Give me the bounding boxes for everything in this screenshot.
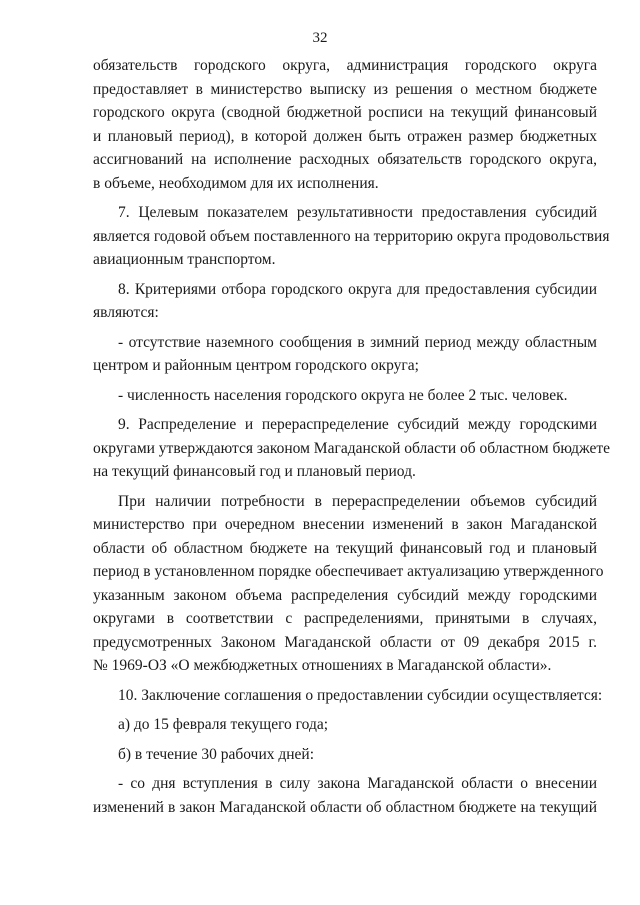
text-line: ассигнований на исполнение расходных обязательств городского округа, bbox=[93, 151, 597, 168]
paragraph-redistribution bbox=[93, 490, 604, 678]
text-line: являются: bbox=[93, 304, 159, 321]
text-line: указанным законом объема распределения субсидий между городскими bbox=[93, 586, 597, 604]
text-line: округами в соответствии с распределениями, принятыми в случаях, bbox=[93, 610, 597, 627]
paragraph-item-10a bbox=[93, 713, 597, 737]
text-line: - со дня вступления в силу закона Магаданской области о внесении bbox=[118, 775, 597, 792]
text-line: б) в течение 30 рабочих дней: bbox=[118, 745, 315, 763]
text-line: области об областном бюджете на текущий финансовый год и плановый bbox=[93, 539, 597, 557]
text-line: округами утверждаются законом Магаданской области об областном бюджете bbox=[93, 439, 611, 457]
text-line: изменений в закон Магаданской области об областном бюджете на текущий bbox=[93, 798, 597, 816]
text-line: предоставляет в министерство выписку из решения о местном бюджете bbox=[93, 80, 597, 98]
text-line: авиационным транспортом. bbox=[93, 251, 276, 268]
text-line: обязательств городского округа, администрация городского округа bbox=[93, 57, 597, 74]
document-body bbox=[93, 54, 611, 819]
paragraph-item-8 bbox=[93, 278, 597, 325]
text-line: городского округа (сводной бюджетной росписи на текущий финансовый bbox=[93, 104, 597, 121]
paragraph-criterion-2 bbox=[93, 384, 597, 408]
text-line: - отсутствие наземного сообщения в зимний период между областным bbox=[118, 333, 597, 351]
paragraph-obligations bbox=[93, 54, 597, 195]
text-line: 7. Целевым показателем результативности предоставления субсидий bbox=[118, 204, 597, 221]
paragraph-criterion-1 bbox=[93, 331, 597, 378]
text-line: 10. Заключение соглашения о предоставлении субсидии осуществляется: bbox=[118, 686, 603, 704]
text-line: - численность населения городского округа не более 2 тыс. человек. bbox=[118, 386, 568, 404]
text-line: № 1969-ОЗ «О межбюджетных отношениях в Магаданской области». bbox=[93, 657, 552, 674]
text-line: период в установленном порядке обеспечивает актуализацию утвержденного bbox=[93, 563, 604, 580]
paragraph-item-10b bbox=[93, 743, 597, 767]
text-line: и плановый период), в которой должен быть отражен размер бюджетных bbox=[93, 127, 597, 145]
paragraph-item-10b-dash bbox=[93, 772, 597, 819]
text-line: центром и районным центром городского округа; bbox=[93, 357, 419, 374]
paragraph-item-7 bbox=[93, 201, 610, 272]
paragraph-item-9 bbox=[93, 413, 611, 484]
text-line: является годовой объем поставленного на территорию округа продовольствия bbox=[93, 227, 610, 245]
text-line: 9. Распределение и перераспределение субсидий между городскими bbox=[118, 416, 597, 433]
text-line: на текущий финансовый год и плановый период. bbox=[93, 463, 416, 480]
text-line: При наличии потребности в перераспределении объемов субсидий bbox=[118, 492, 597, 510]
page-number: 32 bbox=[312, 30, 328, 46]
text-line: министерство при очередном внесении изменений в закон Магаданской bbox=[93, 516, 597, 533]
text-line: предусмотренных Законом Магаданской области от 09 декабря 2015 г. bbox=[93, 633, 597, 651]
paragraph-item-10 bbox=[93, 684, 603, 708]
text-line: а) до 15 февраля текущего года; bbox=[118, 716, 329, 733]
text-line: в объеме, необходимом для их исполнения. bbox=[93, 174, 379, 192]
text-line: 8. Критериями отбора городского округа для предоставления субсидии bbox=[118, 280, 597, 298]
